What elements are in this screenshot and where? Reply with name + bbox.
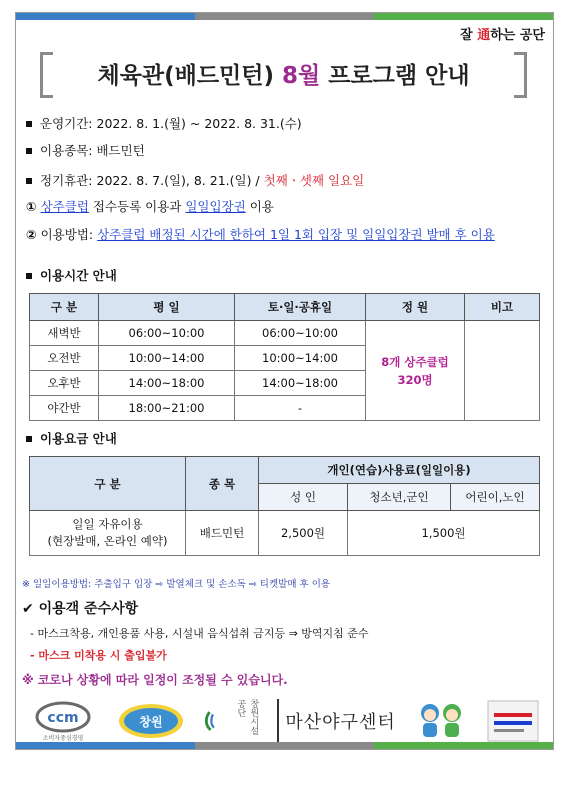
top-color-stripe	[16, 13, 553, 20]
motto-post: 하는 공단	[490, 28, 545, 43]
title-part2: 프로그램 안내	[328, 62, 470, 89]
motto-pre: 잘	[460, 28, 478, 43]
bullet-square-icon	[26, 121, 32, 127]
row-weekend: 14:00~18:00	[235, 371, 366, 396]
capacity-line2: 320명	[397, 372, 433, 387]
info-method1	[26, 197, 274, 215]
col-weekend: 토·일·공휴일	[235, 294, 366, 321]
title-bracket-left	[40, 52, 53, 98]
fees-sub-child: 어린이,노인	[451, 484, 540, 511]
capacity-line1: 8개 상주클럽	[381, 354, 449, 369]
bullet-square-icon	[26, 178, 32, 184]
method2-link[interactable]: 상주클럽 배정된 시간에 한하여 1일 1회 입장 및 일일입장권 발매 후 이용	[97, 227, 495, 242]
rules-heading	[22, 598, 138, 618]
row-weekend: 06:00~10:00	[235, 321, 366, 346]
fees-row-adult: 2,500원	[259, 511, 348, 556]
col-remarks: 비고	[465, 294, 540, 321]
event-text: 이용종목: 배드민턴	[40, 143, 145, 158]
table-row	[30, 511, 540, 556]
ccm-logo-text: ccm	[47, 710, 79, 726]
remarks-cell	[465, 321, 540, 421]
row-weekend: 10:00~14:00	[235, 346, 366, 371]
schedule-table	[29, 293, 540, 421]
logo-bar	[28, 696, 541, 746]
ccm-logo	[28, 699, 98, 743]
row-name: 야간반	[30, 396, 99, 421]
emblem-logo	[485, 699, 541, 743]
schedule-heading	[26, 266, 117, 284]
mascot-logo	[413, 699, 469, 743]
rules-heading-text: 이용객 준수사항	[38, 601, 139, 617]
masan-baseball-center-logo	[277, 699, 397, 743]
info-event	[26, 141, 145, 159]
bullet-square-icon	[26, 148, 32, 154]
row-name: 오전반	[30, 346, 99, 371]
period-text: 운영기간: 2022. 8. 1.(월) ~ 2022. 8. 31.(수)	[40, 116, 302, 131]
fees-col-category: 구 분	[30, 457, 186, 511]
checkmark-icon: ✔	[22, 601, 34, 617]
row-weekday: 14:00~18:00	[99, 371, 235, 396]
daily-use-note: ※ 일일이용방법: 주출입구 입장 ⇨ 발열체크 및 손소독 ⇨ 티켓발매 후 이용	[22, 579, 331, 590]
method2-number: ②	[26, 227, 37, 242]
fees-heading	[26, 429, 117, 447]
corona-notice: ※ 코로나 상황에 따라 일정이 조정될 수 있습니다.	[22, 673, 288, 687]
fees-col-item: 종 목	[186, 457, 259, 511]
rule-line-2: - 마스크 미착용 시 출입불가	[30, 649, 167, 662]
method1-mid: 접수등록 이용과	[88, 199, 186, 214]
info-closed	[26, 171, 364, 189]
corp-logo	[204, 699, 260, 743]
bullet-square-icon	[26, 273, 32, 279]
fees-row-other: 1,500원	[348, 511, 540, 556]
changwon-logo	[114, 699, 188, 743]
info-period	[26, 114, 302, 132]
resident-club-link[interactable]: 상주클럽	[40, 199, 89, 214]
col-category: 구 분	[30, 294, 99, 321]
schedule-heading-text: 이용시간 안내	[40, 268, 117, 283]
row-weekend: -	[235, 396, 366, 421]
corp-logo-text: 창원시설공단	[235, 699, 259, 735]
bullet-square-icon	[26, 436, 32, 442]
closed-text: 정기휴관: 2022. 8. 7.(일), 8. 21.(일) /	[40, 173, 264, 188]
daily-ticket-link[interactable]: 일일입장권	[185, 199, 246, 214]
fees-sub-adult: 성 인	[259, 484, 348, 511]
title-bracket-right	[514, 52, 527, 98]
bottom-color-stripe	[16, 742, 553, 749]
masan-logo-text: 마산야구센터	[285, 712, 396, 733]
method2-label: 이용방법:	[40, 227, 98, 242]
row-name: 오후반	[30, 371, 99, 396]
ccm-logo-sub: 소비자중심경영	[42, 735, 84, 742]
fees-sub-youth: 청소년,군인	[348, 484, 451, 511]
table-row	[30, 321, 540, 346]
row-weekday: 10:00~14:00	[99, 346, 235, 371]
row-weekday: 18:00~21:00	[99, 396, 235, 421]
row-name: 새벽반	[30, 321, 99, 346]
fees-row-label1: 일일 자유이용	[72, 517, 143, 531]
fees-row-item: 배드민턴	[186, 511, 259, 556]
changwon-logo-text: 창원	[139, 715, 163, 729]
info-method2	[26, 225, 495, 243]
method1-number: ①	[26, 199, 37, 214]
poster-frame	[15, 12, 554, 750]
col-capacity: 정 원	[366, 294, 465, 321]
schedule-header-row	[30, 294, 540, 321]
fees-row-label2: (현장발매, 온라인 예약)	[47, 534, 168, 548]
fees-row-label	[30, 511, 186, 556]
fees-col-usage: 개인(연습)사용료(일일이용)	[259, 457, 540, 484]
rule-line-1: - 마스크착용, 개인용품 사용, 시설내 음식섭취 금지등 ⇒ 방역지침 준수	[30, 627, 369, 640]
row-weekday: 06:00~10:00	[99, 321, 235, 346]
fees-table	[29, 456, 540, 556]
motto	[460, 24, 545, 43]
capacity-cell	[366, 321, 465, 421]
col-weekday: 평 일	[99, 294, 235, 321]
closed-red-text: 첫째ㆍ셋째 일요일	[263, 173, 365, 188]
method1-end: 이용	[245, 199, 274, 214]
fees-heading-text: 이용요금 안내	[40, 431, 117, 446]
page-title	[40, 50, 527, 96]
title-part1: 체육관(배드민턴)	[97, 62, 274, 89]
fees-header-row	[30, 457, 540, 484]
motto-highlight: 通	[477, 28, 491, 43]
title-month: 8월	[282, 62, 321, 89]
